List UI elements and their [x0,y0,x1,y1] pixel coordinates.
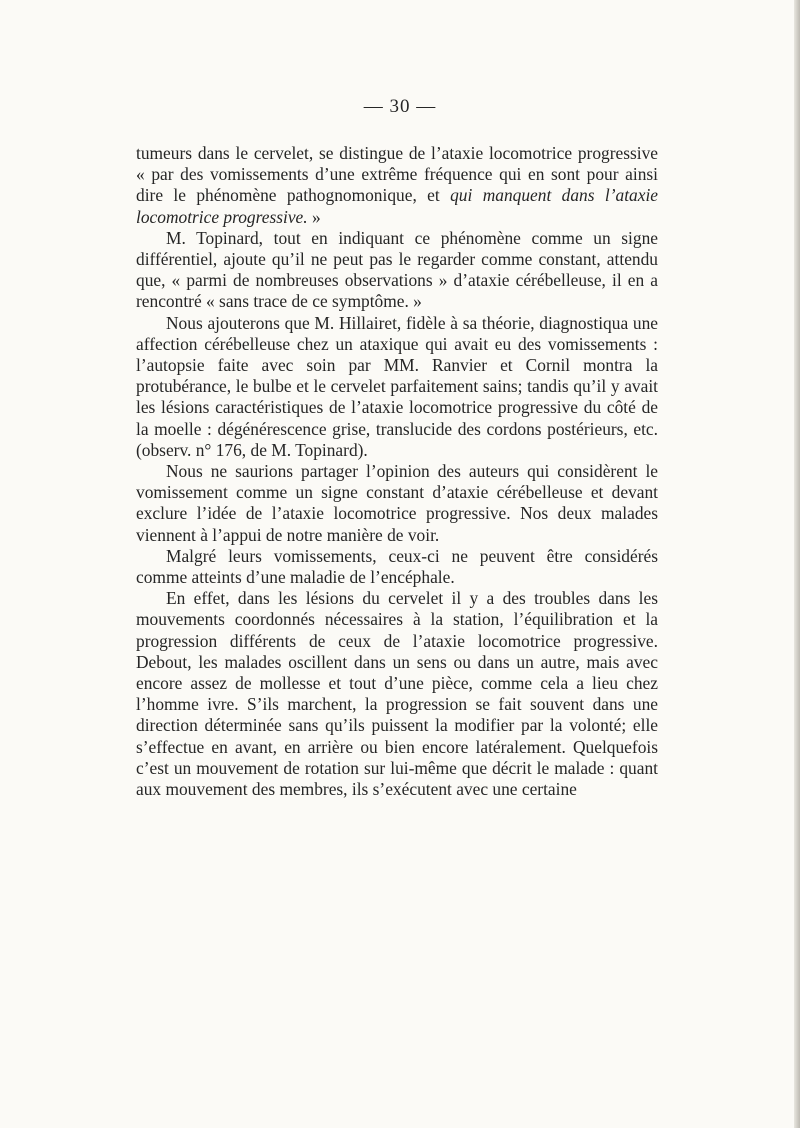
paragraph: M. Topinard, tout en indiquant ce phénomène comme un signe différentiel, ajoute qu’il ne peut pas le regarder comme constant, attendu que, « parmi de nombreuses observations » d’ataxie cérébelleuse, il en a rencontré « sans trace de ce symptôme. » [136,227,658,312]
paragraph: Malgré leurs vomissements, ceux-ci ne peuvent être considérés comme atteints d’une maladie de l’encéphale. [136,545,658,588]
italic-quote: qui manquent dans l’ataxie locomotrice progressive. [136,185,658,227]
paragraph: Nous ajouterons que M. Hillairet, fidèle à sa théorie, diagnostiqua une affection cérébelleuse chez un ataxique qui avait eu des vomissements : l’autopsie faite avec soin par MM. Ranvier et Cornil montra la protubérance, le bulbe et le cervelet parfaitement sains; tandis qu’il y avait les lésions caractéristiques de l’ataxie locomotrice progressive du côté de la moelle : dégénérescence grise, translucide des cordons postérieurs, etc. (observ. n° 176, de M. Topinard). [136,312,658,460]
paragraph-continuation [136,143,658,228]
body-text [136,143,658,800]
paragraph: Nous ne saurions partager l’opinion des auteurs qui considèrent le vomissement comme un signe constant d’ataxie cérébelleuse et devant exclure l’idée de l’ataxie locomotrice progressive. Nos deux malades viennent à l’appui de notre manière de voir. [136,461,658,545]
paragraph-text: tumeurs dans le cervelet, se distingue de l’ataxie locomotrice progressive « par des vomissements d’une extrême fréquence qui en sont pour ainsi dire le phénomène pathognomonique, et [136,143,658,206]
page-number: — 30 — [363,96,437,117]
paragraph-text: » [307,206,321,227]
page-edge-shadow [794,0,800,1128]
paragraph: En effet, dans les lésions du cervelet il y a des troubles dans les mouvements coordonnés nécessaires à la station, l’équilibration et la progression différents de ceux de l’ataxie locomotrice progressive. Debout, les malades oscillent dans un sens ou dans un autre, mais avec encore assez de mollesse et tout d’une pièce, comme cela a lieu chez l’homme ivre. S’ils marchent, la progression se fait souvent dans une direction déterminée sans qu’ils puissent la modifier par la volonté; elle s’effectue en avant, en arrière ou bien encore latéralement. Quelquefois c’est un mouvement de rotation sur lui-même que décrit le malade : quant aux mouvement des membres, ils s’exécutent avec une certaine [136,588,658,800]
